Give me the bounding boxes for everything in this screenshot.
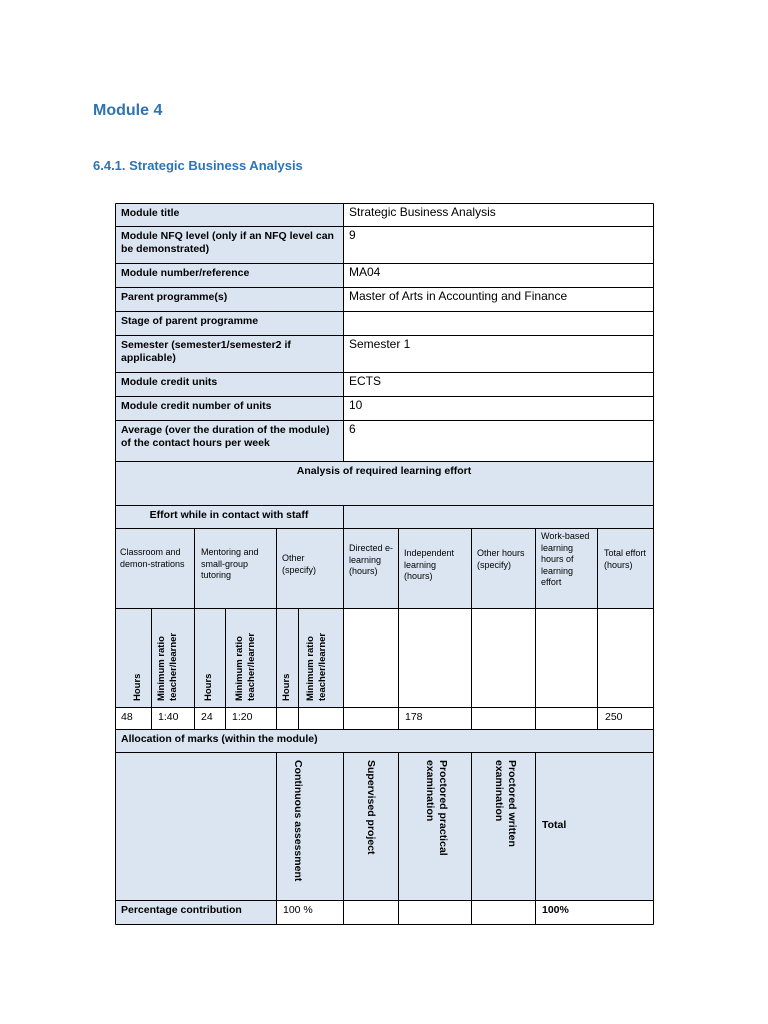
row-label: Module credit number of units xyxy=(121,400,272,412)
row-label: Parent programme(s) xyxy=(121,291,228,303)
mentoring-hours-value: 24 xyxy=(201,711,213,723)
row-value xyxy=(344,312,652,335)
practical-exam-header: Proctored practical examination xyxy=(424,760,449,856)
row-label: Module title xyxy=(121,207,180,219)
section-heading: 6.4.1. Strategic Business Analysis xyxy=(93,158,303,173)
work-based-header: Work-based learning hours of learning effort xyxy=(541,531,590,587)
hours-subheader: Hours xyxy=(281,673,292,701)
independent-value: 178 xyxy=(405,711,423,723)
total-percentage-value: 100% xyxy=(542,904,569,916)
continuous-percentage-value: 100 % xyxy=(283,904,313,916)
total-effort-header: Total effort (hours) xyxy=(604,548,646,570)
module-heading: Module 4 xyxy=(93,102,163,119)
continuous-assessment-header: Continuous assessment xyxy=(292,760,304,882)
row-label: Module number/reference xyxy=(121,267,250,279)
classroom-hours-value: 48 xyxy=(121,711,133,723)
other-hours-header: Other hours (specify) xyxy=(477,548,525,570)
row-label: Stage of parent programme xyxy=(121,315,259,327)
mentoring-header: Mentoring and small-group tutoring xyxy=(201,547,259,580)
other-specify-header: Other (specify) xyxy=(282,553,317,575)
independent-header: Independent learning (hours) xyxy=(404,548,455,581)
mentoring-ratio-value: 1:20 xyxy=(232,711,253,723)
row-value: 9 xyxy=(349,228,356,242)
ratio-subheader: Minimum ratio teacher/learner xyxy=(234,632,257,701)
row-value: Master of Arts in Accounting and Finance xyxy=(349,289,568,303)
row-label: Module credit units xyxy=(121,376,218,388)
row-value: Semester 1 xyxy=(349,337,411,351)
written-exam-header: Proctored written examination xyxy=(493,760,518,847)
ratio-subheader: Minimum ratio teacher/learner xyxy=(305,632,328,701)
row-label: Average (over the duration of the module) of the contact hours per week xyxy=(121,424,330,449)
percentage-label: Percentage contribution xyxy=(121,904,242,916)
row-value: MA04 xyxy=(349,265,381,279)
row-value: 10 xyxy=(349,398,363,412)
row-label: Module NFQ level (only if an NFQ level can be demonstrated) xyxy=(121,230,334,255)
supervised-project-header: Supervised project xyxy=(365,760,377,855)
row-value: 6 xyxy=(349,422,356,436)
row-value: Strategic Business Analysis xyxy=(349,205,496,219)
classroom-header: Classroom and demon-strations xyxy=(120,547,185,569)
marks-title: Allocation of marks (within the module) xyxy=(121,733,318,745)
effort-title: Analysis of required learning effort xyxy=(296,465,472,477)
hours-subheader: Hours xyxy=(132,673,143,701)
ratio-subheader: Minimum ratio teacher/learner xyxy=(156,632,179,701)
contact-header: Effort while in contact with staff xyxy=(149,509,309,521)
row-label: Semester (semester1/semester2 if applicable) xyxy=(121,339,291,364)
hours-subheader: Hours xyxy=(203,673,214,701)
directed-header: Directed e-learning (hours) xyxy=(349,543,394,576)
row-value: ECTS xyxy=(349,374,382,388)
classroom-ratio-value: 1:40 xyxy=(158,711,179,723)
marks-total-header: Total xyxy=(542,819,567,831)
total-effort-value: 250 xyxy=(605,711,623,723)
